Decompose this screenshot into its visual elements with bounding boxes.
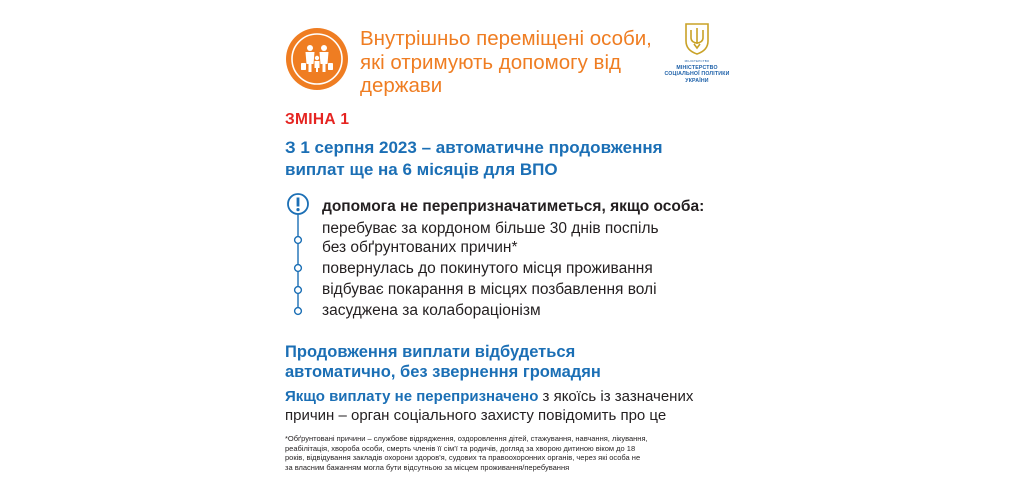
conditions-heading: допомога не перепризначатиметься, якщо особа:	[322, 198, 705, 215]
notification-note	[285, 388, 715, 425]
exclamation-icon	[288, 194, 308, 214]
page-title: Внутрішньо переміщені особи, які отримують допомогу від держави	[360, 27, 652, 97]
family-icon	[286, 28, 348, 90]
footnote-line: *Обґрунтовані причини – службове відрядження, оздоровлення дітей, стажування, навчання, лікування,	[285, 434, 648, 443]
ministry-name-line: УКРАЇНИ	[685, 77, 709, 84]
ministry-name-line: МІНІСТЕРСТВО	[676, 65, 718, 71]
auto-extension-line: автоматично, без звернення громадян	[285, 363, 601, 381]
change-label: ЗМІНА 1	[285, 111, 350, 128]
notice-highlight: Якщо виплату не перепризначено	[285, 388, 539, 405]
condition-item: повернулась до покинутого місця проживання	[322, 260, 653, 277]
notice-text: з якоїсь із зазначених	[538, 388, 694, 405]
footnote-line: років, відвідування закладів охорони здоров'я, судових та правоохоронних органів, через які особа не	[285, 453, 641, 463]
notice-text: причин – орган соціального захисту повідомить про це	[285, 406, 667, 424]
conditions-timeline	[287, 193, 309, 319]
auto-extension-note	[285, 342, 685, 382]
condition-item: відбуває покарання в місцях позбавлення волі	[322, 281, 657, 298]
condition-item: засуджена за колабораціонізм	[322, 302, 541, 319]
ministry-logo	[654, 20, 740, 84]
trident-crest-icon	[682, 20, 712, 56]
ministry-name-line: СОЦІАЛЬНОЇ ПОЛІТИКИ	[664, 71, 730, 78]
condition-text: перебуває за кордоном більше 30 днів поспіль	[322, 220, 659, 237]
ministry-name	[654, 65, 740, 84]
footnote-line: реабілітація, хвороба особи, смерть членів її сім'ї та родичів, догляд за хворою дитиною віком до 18	[285, 443, 636, 453]
footnote-line: за власним бажанням могла бути відсутньою за місцем проживання/перебування	[285, 462, 570, 472]
footnote	[285, 434, 735, 472]
condition-item	[322, 219, 659, 257]
auto-extension-line: Продовження виплати відбудеться	[285, 343, 576, 361]
ministry-small-text: МІНІСТЕРСТВО	[684, 59, 710, 63]
headline: З 1 серпня 2023 – автоматичне продовження виплат ще на 6 місяців для ВПО	[285, 138, 663, 179]
condition-text: без обґрунтованих причин*	[322, 239, 518, 256]
